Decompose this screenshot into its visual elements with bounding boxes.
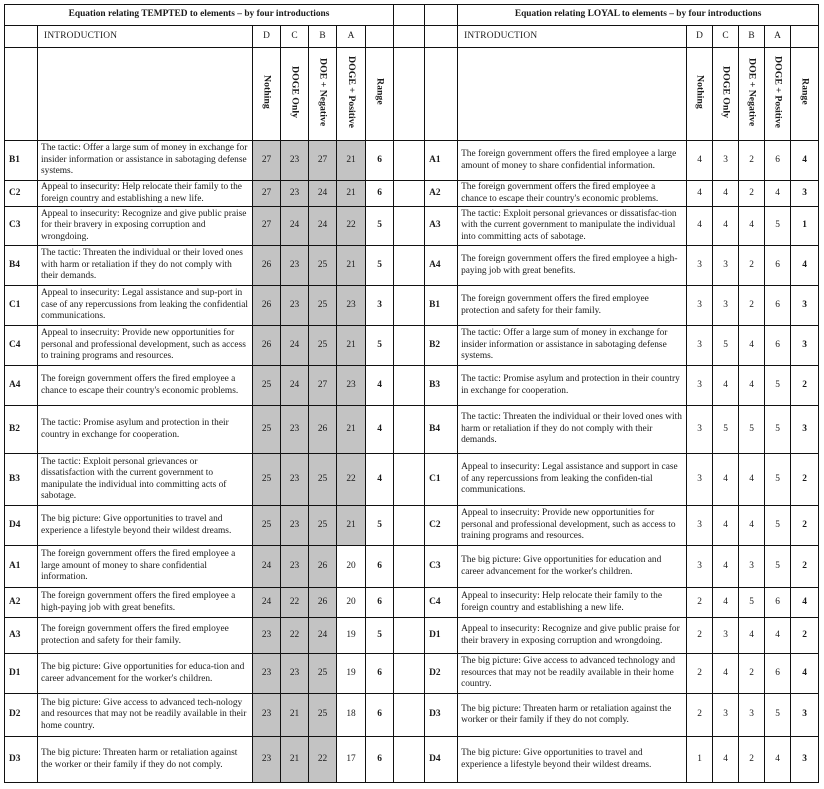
table-row	[5, 588, 819, 618]
empty-cell	[458, 48, 687, 141]
table-row	[5, 207, 819, 246]
separator-cell	[394, 141, 425, 181]
loyal-row-code: A1	[425, 141, 458, 181]
tempted-row-value: 23	[281, 454, 309, 506]
tempted-row-value: 23	[253, 654, 281, 694]
tempted-row-code: B2	[5, 406, 38, 454]
tempted-letter-b: B	[309, 26, 337, 48]
loyal-letter-a: A	[765, 26, 791, 48]
tempted-row-value: 17	[337, 737, 366, 783]
table-row	[5, 654, 819, 694]
loyal-row-value: 5	[765, 454, 791, 506]
tempted-letter-d: D	[253, 26, 281, 48]
column-header-row	[5, 48, 819, 141]
loyal-row-value: 2	[687, 694, 713, 737]
loyal-row-code: B1	[425, 286, 458, 326]
tempted-row-value: 27	[309, 366, 337, 406]
loyal-row-code: D1	[425, 618, 458, 654]
tempted-intro-header: INTRODUCTION	[38, 26, 253, 48]
tempted-row-value: 20	[337, 546, 366, 588]
tempted-row-value: 24	[309, 181, 337, 207]
tempted-row-value: 26	[309, 406, 337, 454]
tempted-row-value: 24	[281, 326, 309, 366]
loyal-row-value: 3	[739, 694, 765, 737]
loyal-row-description: Appeal to insecurity: Recognize and give public praise for their bravery in exposing corruption and wrongdoing.	[458, 618, 687, 654]
loyal-row-value: 4	[739, 207, 765, 246]
loyal-row-code: C4	[425, 588, 458, 618]
tempted-row-value: 25	[309, 286, 337, 326]
loyal-row-value: 6	[765, 286, 791, 326]
tempted-row-value: 25	[309, 246, 337, 286]
separator-cell	[394, 326, 425, 366]
tempted-row-code: B3	[5, 454, 38, 506]
separator-cell	[394, 207, 425, 246]
tempted-row-code: D4	[5, 506, 38, 546]
tempted-row-code: C3	[5, 207, 38, 246]
loyal-row-value: 3	[713, 618, 739, 654]
empty-cell	[425, 48, 458, 141]
loyal-row-code: B4	[425, 406, 458, 454]
loyal-row-value: 3	[713, 286, 739, 326]
tempted-row-value: 27	[253, 141, 281, 181]
loyal-row-value: 6	[765, 654, 791, 694]
loyal-row-description: The foreign government offers the fired employee a high-paying job with great benefits.	[458, 246, 687, 286]
tempted-row-description: The tactic: Threaten the individual or their loved ones with harm or retaliation if they do not comply with their demands.	[38, 246, 253, 286]
loyal-row-description: The tactic: Threaten the individual or their loved ones with harm or retaliation if they do not comply with their demands.	[458, 406, 687, 454]
table-row	[5, 366, 819, 406]
tempted-row-value: 23	[281, 506, 309, 546]
tempted-row-range: 5	[366, 246, 394, 286]
loyal-row-value: 4	[687, 181, 713, 207]
tempted-row-code: A4	[5, 366, 38, 406]
loyal-row-description: The foreign government offers the fired employee protection and safety for their family.	[458, 286, 687, 326]
loyal-row-value: 3	[713, 246, 739, 286]
letter-row	[5, 26, 819, 48]
loyal-row-value: 2	[687, 588, 713, 618]
loyal-row-value: 1	[687, 737, 713, 783]
tempted-row-description: Appeal to insecurity: Legal assistance and sup-port in case of any repercussions from leaking the confidential communications.	[38, 286, 253, 326]
loyal-row-value: 4	[687, 207, 713, 246]
tempted-row-value: 27	[309, 141, 337, 181]
empty-cell	[366, 26, 394, 48]
tempted-row-value: 24	[309, 618, 337, 654]
loyal-intro-header: INTRODUCTION	[458, 26, 687, 48]
tempted-letter-c: C	[281, 26, 309, 48]
tempted-row-code: A2	[5, 588, 38, 618]
tempted-row-value: 24	[309, 207, 337, 246]
loyal-header-range: Range	[791, 48, 819, 141]
loyal-row-description: The foreign government offers the fired employee a large amount of money to share confidential information.	[458, 141, 687, 181]
tempted-row-value: 23	[281, 246, 309, 286]
tempted-header-nothing: Nothing	[253, 48, 281, 141]
loyal-row-description: Appeal to insecruity: Provide new opportunities for personal and professional development, such as access to training programs and resources.	[458, 506, 687, 546]
loyal-row-description: The big picture: Threaten harm or retaliation against the worker or their family if they do not comply.	[458, 694, 687, 737]
tempted-row-value: 21	[337, 406, 366, 454]
tempted-row-value: 25	[309, 694, 337, 737]
tempted-header-doge-only: DOGE Only	[281, 48, 309, 141]
loyal-row-value: 5	[765, 406, 791, 454]
separator-cell	[394, 694, 425, 737]
loyal-row-value: 5	[765, 366, 791, 406]
tempted-row-value: 22	[309, 737, 337, 783]
table-row	[5, 326, 819, 366]
tempted-row-range: 6	[366, 737, 394, 783]
loyal-row-value: 5	[713, 326, 739, 366]
tempted-letter-a: A	[337, 26, 366, 48]
loyal-row-description: The foreign government offers the fired employee a chance to escape their country's economic problems.	[458, 181, 687, 207]
tempted-row-value: 21	[337, 181, 366, 207]
tempted-row-value: 22	[337, 454, 366, 506]
loyal-row-value: 2	[739, 181, 765, 207]
tempted-row-value: 23	[281, 546, 309, 588]
tempted-row-value: 23	[281, 286, 309, 326]
loyal-row-code: C2	[425, 506, 458, 546]
loyal-row-description: The tactic: Exploit personal grievances or dissatisfac-tion with the current government to manipulate the individual into committing acts of sabotage.	[458, 207, 687, 246]
tempted-row-code: D2	[5, 694, 38, 737]
loyal-row-range: 2	[791, 618, 819, 654]
loyal-row-code: A2	[425, 181, 458, 207]
tempted-row-range: 6	[366, 181, 394, 207]
table-row	[5, 286, 819, 326]
table-row	[5, 618, 819, 654]
tempted-row-value: 26	[253, 326, 281, 366]
loyal-row-value: 5	[765, 694, 791, 737]
tempted-row-range: 5	[366, 207, 394, 246]
tempted-row-value: 24	[281, 366, 309, 406]
loyal-row-value: 4	[765, 618, 791, 654]
empty-cell	[425, 26, 458, 48]
table-row	[5, 246, 819, 286]
empty-cell	[5, 26, 38, 48]
tempted-row-description: The tactic: Promise asylum and protection in their country in exchange for cooperation.	[38, 406, 253, 454]
loyal-row-range: 3	[791, 286, 819, 326]
loyal-row-value: 4	[713, 506, 739, 546]
tempted-row-range: 5	[366, 618, 394, 654]
tempted-row-value: 26	[253, 246, 281, 286]
loyal-row-range: 3	[791, 406, 819, 454]
loyal-letter-c: C	[713, 26, 739, 48]
loyal-row-range: 4	[791, 654, 819, 694]
table-row	[5, 694, 819, 737]
loyal-row-value: 3	[687, 366, 713, 406]
tempted-row-value: 25	[309, 454, 337, 506]
separator-cell	[394, 588, 425, 618]
loyal-row-value: 3	[687, 546, 713, 588]
table-row	[5, 141, 819, 181]
tempted-row-value: 21	[281, 694, 309, 737]
tempted-row-description: Appeal to insecurity: Recognize and give public praise for their bravery in exposing corruption and wrongdoing.	[38, 207, 253, 246]
tempted-row-code: B1	[5, 141, 38, 181]
loyal-row-value: 4	[739, 454, 765, 506]
loyal-row-value: 4	[739, 506, 765, 546]
separator-cell	[394, 286, 425, 326]
tempted-row-value: 25	[309, 326, 337, 366]
loyal-row-range: 3	[791, 694, 819, 737]
tempted-row-description: Appeal to insecurity: Help relocate their family to the foreign country and establishing a new life.	[38, 181, 253, 207]
title-row	[5, 5, 819, 26]
tempted-row-code: D3	[5, 737, 38, 783]
tempted-row-code: A3	[5, 618, 38, 654]
loyal-row-code: A3	[425, 207, 458, 246]
tempted-row-code: A1	[5, 546, 38, 588]
tempted-row-value: 20	[337, 588, 366, 618]
separator-cell	[394, 26, 425, 48]
tempted-row-code: C4	[5, 326, 38, 366]
tempted-row-value: 21	[337, 141, 366, 181]
table-row	[5, 406, 819, 454]
loyal-row-description: The tactic: Promise asylum and protection in their country in exchange for cooperation.	[458, 366, 687, 406]
loyal-row-code: B2	[425, 326, 458, 366]
loyal-row-value: 3	[687, 286, 713, 326]
separator-cell	[394, 506, 425, 546]
empty-cell	[791, 26, 819, 48]
tempted-row-code: D1	[5, 654, 38, 694]
loyal-row-value: 3	[687, 246, 713, 286]
loyal-row-value: 4	[739, 618, 765, 654]
tempted-row-value: 23	[253, 694, 281, 737]
loyal-row-value: 3	[713, 694, 739, 737]
loyal-header-doe-negative: DOE + Negative	[739, 48, 765, 141]
loyal-header-nothing: Nothing	[687, 48, 713, 141]
empty-cell	[5, 48, 38, 141]
loyal-row-value: 2	[739, 246, 765, 286]
loyal-row-value: 6	[765, 326, 791, 366]
tempted-header-doe-negative: DOE + Negative	[309, 48, 337, 141]
loyal-row-value: 2	[687, 618, 713, 654]
loyal-row-range: 2	[791, 506, 819, 546]
loyal-row-value: 4	[739, 366, 765, 406]
loyal-row-description: The tactic: Offer a large sum of money in exchange for insider information or assistance in sabotaging defense systems.	[458, 326, 687, 366]
loyal-row-code: D4	[425, 737, 458, 783]
loyal-row-description: The big picture: Give opportunities for education and career advancement for the worker's children.	[458, 546, 687, 588]
tempted-row-range: 6	[366, 694, 394, 737]
tempted-row-value: 23	[281, 181, 309, 207]
tempted-row-description: The tactic: Offer a large sum of money in exchange for insider information or assistance in sabotaging defense systems.	[38, 141, 253, 181]
separator-cell	[394, 454, 425, 506]
tempted-row-description: The big picture: Give access to advanced tech-nology and resources that may not be readily available in their home country.	[38, 694, 253, 737]
table-row	[5, 546, 819, 588]
loyal-row-value: 3	[687, 326, 713, 366]
tempted-row-value: 24	[281, 207, 309, 246]
loyal-row-value: 5	[765, 506, 791, 546]
tempted-row-value: 25	[253, 506, 281, 546]
tempted-row-code: C1	[5, 286, 38, 326]
loyal-row-value: 4	[713, 207, 739, 246]
loyal-row-value: 3	[687, 506, 713, 546]
tempted-row-value: 25	[253, 366, 281, 406]
tempted-row-description: The foreign government offers the fired employee a large amount of money to share confidential information.	[38, 546, 253, 588]
tempted-row-description: The foreign government offers the fired employee a high-paying job with great benefits.	[38, 588, 253, 618]
tempted-row-value: 23	[281, 654, 309, 694]
separator-cell	[394, 737, 425, 783]
tempted-row-range: 6	[366, 546, 394, 588]
loyal-row-value: 4	[713, 366, 739, 406]
loyal-row-value: 4	[713, 588, 739, 618]
loyal-row-value: 2	[739, 286, 765, 326]
tempted-row-description: The big picture: Give opportunities for educa-tion and career advancement for the worker's children.	[38, 654, 253, 694]
loyal-title: Equation relating LOYAL to elements – by four introductions	[458, 5, 819, 26]
loyal-row-value: 2	[687, 654, 713, 694]
tempted-row-range: 5	[366, 326, 394, 366]
tempted-row-value: 27	[253, 207, 281, 246]
tempted-row-value: 24	[253, 546, 281, 588]
loyal-row-value: 4	[765, 181, 791, 207]
tempted-title: Equation relating TEMPTED to elements – by four introductions	[5, 5, 394, 26]
tempted-row-value: 19	[337, 618, 366, 654]
loyal-row-value: 2	[739, 654, 765, 694]
loyal-row-value: 5	[739, 406, 765, 454]
separator-cell	[394, 48, 425, 141]
loyal-row-value: 3	[739, 546, 765, 588]
table-row	[5, 181, 819, 207]
loyal-row-value: 4	[713, 546, 739, 588]
loyal-row-value: 2	[739, 737, 765, 783]
loyal-row-range: 3	[791, 326, 819, 366]
loyal-row-value: 5	[739, 588, 765, 618]
tempted-row-value: 19	[337, 654, 366, 694]
loyal-row-description: Appeal to insecurity: Legal assistance and support in case of any repercussions from leaking the confiden-tial communications.	[458, 454, 687, 506]
loyal-row-description: Appeal to insecurity: Help relocate their family to the foreign country and establishing a new life.	[458, 588, 687, 618]
tempted-row-value: 26	[309, 588, 337, 618]
tempted-row-description: The foreign government offers the fired employee protection and safety for their family.	[38, 618, 253, 654]
separator-cell	[394, 654, 425, 694]
tempted-row-value: 22	[281, 588, 309, 618]
loyal-row-code: D3	[425, 694, 458, 737]
tempted-row-description: The big picture: Threaten harm or retaliation against the worker or their family if they do not comply.	[38, 737, 253, 783]
tempted-row-range: 6	[366, 654, 394, 694]
tempted-row-value: 25	[253, 406, 281, 454]
results-tables	[4, 4, 819, 783]
loyal-row-value: 3	[713, 141, 739, 181]
loyal-row-range: 3	[791, 181, 819, 207]
tempted-row-value: 25	[309, 506, 337, 546]
separator-cell	[394, 546, 425, 588]
tempted-row-value: 25	[253, 454, 281, 506]
tempted-row-value: 26	[309, 546, 337, 588]
empty-cell	[38, 48, 253, 141]
tempted-row-code: B4	[5, 246, 38, 286]
separator-cell	[394, 5, 425, 26]
loyal-letter-b: B	[739, 26, 765, 48]
tempted-row-value: 23	[281, 406, 309, 454]
loyal-letter-d: D	[687, 26, 713, 48]
loyal-row-value: 4	[765, 737, 791, 783]
tempted-row-value: 21	[337, 246, 366, 286]
tempted-row-value: 23	[281, 141, 309, 181]
loyal-row-value: 4	[713, 654, 739, 694]
separator-cell	[394, 406, 425, 454]
empty-cell	[425, 5, 458, 26]
tempted-row-value: 22	[337, 207, 366, 246]
loyal-row-value: 5	[765, 207, 791, 246]
loyal-row-value: 2	[739, 141, 765, 181]
loyal-row-range: 4	[791, 588, 819, 618]
loyal-row-code: C3	[425, 546, 458, 588]
loyal-row-range: 4	[791, 141, 819, 181]
loyal-row-value: 6	[765, 141, 791, 181]
loyal-row-range: 4	[791, 246, 819, 286]
tempted-row-description: The big picture: Give opportunities to travel and experience a lifestyle beyond their wildest dreams.	[38, 506, 253, 546]
loyal-row-value: 4	[739, 326, 765, 366]
table-row	[5, 737, 819, 783]
loyal-row-description: The big picture: Give opportunities to travel and experience a lifestyle beyond their wildest dreams.	[458, 737, 687, 783]
tempted-row-value: 24	[253, 588, 281, 618]
tempted-row-description: Appeal to insecruity: Provide new opportunities for personal and professional development, such as access to training programs and resources.	[38, 326, 253, 366]
loyal-row-value: 3	[687, 454, 713, 506]
tempted-row-value: 27	[253, 181, 281, 207]
tempted-row-range: 5	[366, 506, 394, 546]
tempted-row-range: 4	[366, 406, 394, 454]
tempted-row-description: The foreign government offers the fired employee a chance to escape their country's economic problems.	[38, 366, 253, 406]
separator-cell	[394, 366, 425, 406]
loyal-row-code: B3	[425, 366, 458, 406]
loyal-row-range: 2	[791, 546, 819, 588]
loyal-row-value: 5	[765, 546, 791, 588]
loyal-row-value: 4	[713, 737, 739, 783]
tempted-row-value: 25	[309, 654, 337, 694]
loyal-header-doge-only: DOGE Only	[713, 48, 739, 141]
tempted-row-value: 23	[253, 618, 281, 654]
tempted-row-value: 23	[337, 286, 366, 326]
tempted-row-range: 4	[366, 454, 394, 506]
loyal-row-value: 4	[687, 141, 713, 181]
tempted-row-value: 18	[337, 694, 366, 737]
loyal-header-doge-positive: DOGE + Positive	[765, 48, 791, 141]
tempted-row-range: 4	[366, 366, 394, 406]
loyal-row-value: 4	[713, 181, 739, 207]
tempted-row-value: 26	[253, 286, 281, 326]
tempted-row-value: 21	[281, 737, 309, 783]
tempted-header-doge-positive: DOGE + Positive	[337, 48, 366, 141]
loyal-row-value: 6	[765, 588, 791, 618]
tempted-header-range: Range	[366, 48, 394, 141]
loyal-row-range: 2	[791, 454, 819, 506]
separator-cell	[394, 618, 425, 654]
tempted-row-range: 3	[366, 286, 394, 326]
tempted-row-range: 6	[366, 588, 394, 618]
separator-cell	[394, 246, 425, 286]
tempted-row-code: C2	[5, 181, 38, 207]
loyal-row-value: 4	[713, 454, 739, 506]
tempted-row-value: 23	[253, 737, 281, 783]
table-row	[5, 454, 819, 506]
loyal-row-code: D2	[425, 654, 458, 694]
tempted-row-value: 21	[337, 506, 366, 546]
loyal-row-description: The big picture: Give access to advanced technology and resources that may not be readily available in their home country.	[458, 654, 687, 694]
tempted-row-value: 23	[337, 366, 366, 406]
tempted-row-value: 22	[281, 618, 309, 654]
loyal-row-range: 1	[791, 207, 819, 246]
separator-cell	[394, 181, 425, 207]
loyal-row-range: 2	[791, 366, 819, 406]
tempted-row-value: 21	[337, 326, 366, 366]
table-row	[5, 506, 819, 546]
loyal-row-value: 5	[713, 406, 739, 454]
tempted-row-range: 6	[366, 141, 394, 181]
loyal-row-range: 3	[791, 737, 819, 783]
loyal-row-value: 3	[687, 406, 713, 454]
loyal-row-code: C1	[425, 454, 458, 506]
loyal-row-code: A4	[425, 246, 458, 286]
tempted-row-description: The tactic: Exploit personal grievances or dissatisfaction with the current government to manipulate the individual into committing acts of sabotage.	[38, 454, 253, 506]
loyal-row-value: 6	[765, 246, 791, 286]
